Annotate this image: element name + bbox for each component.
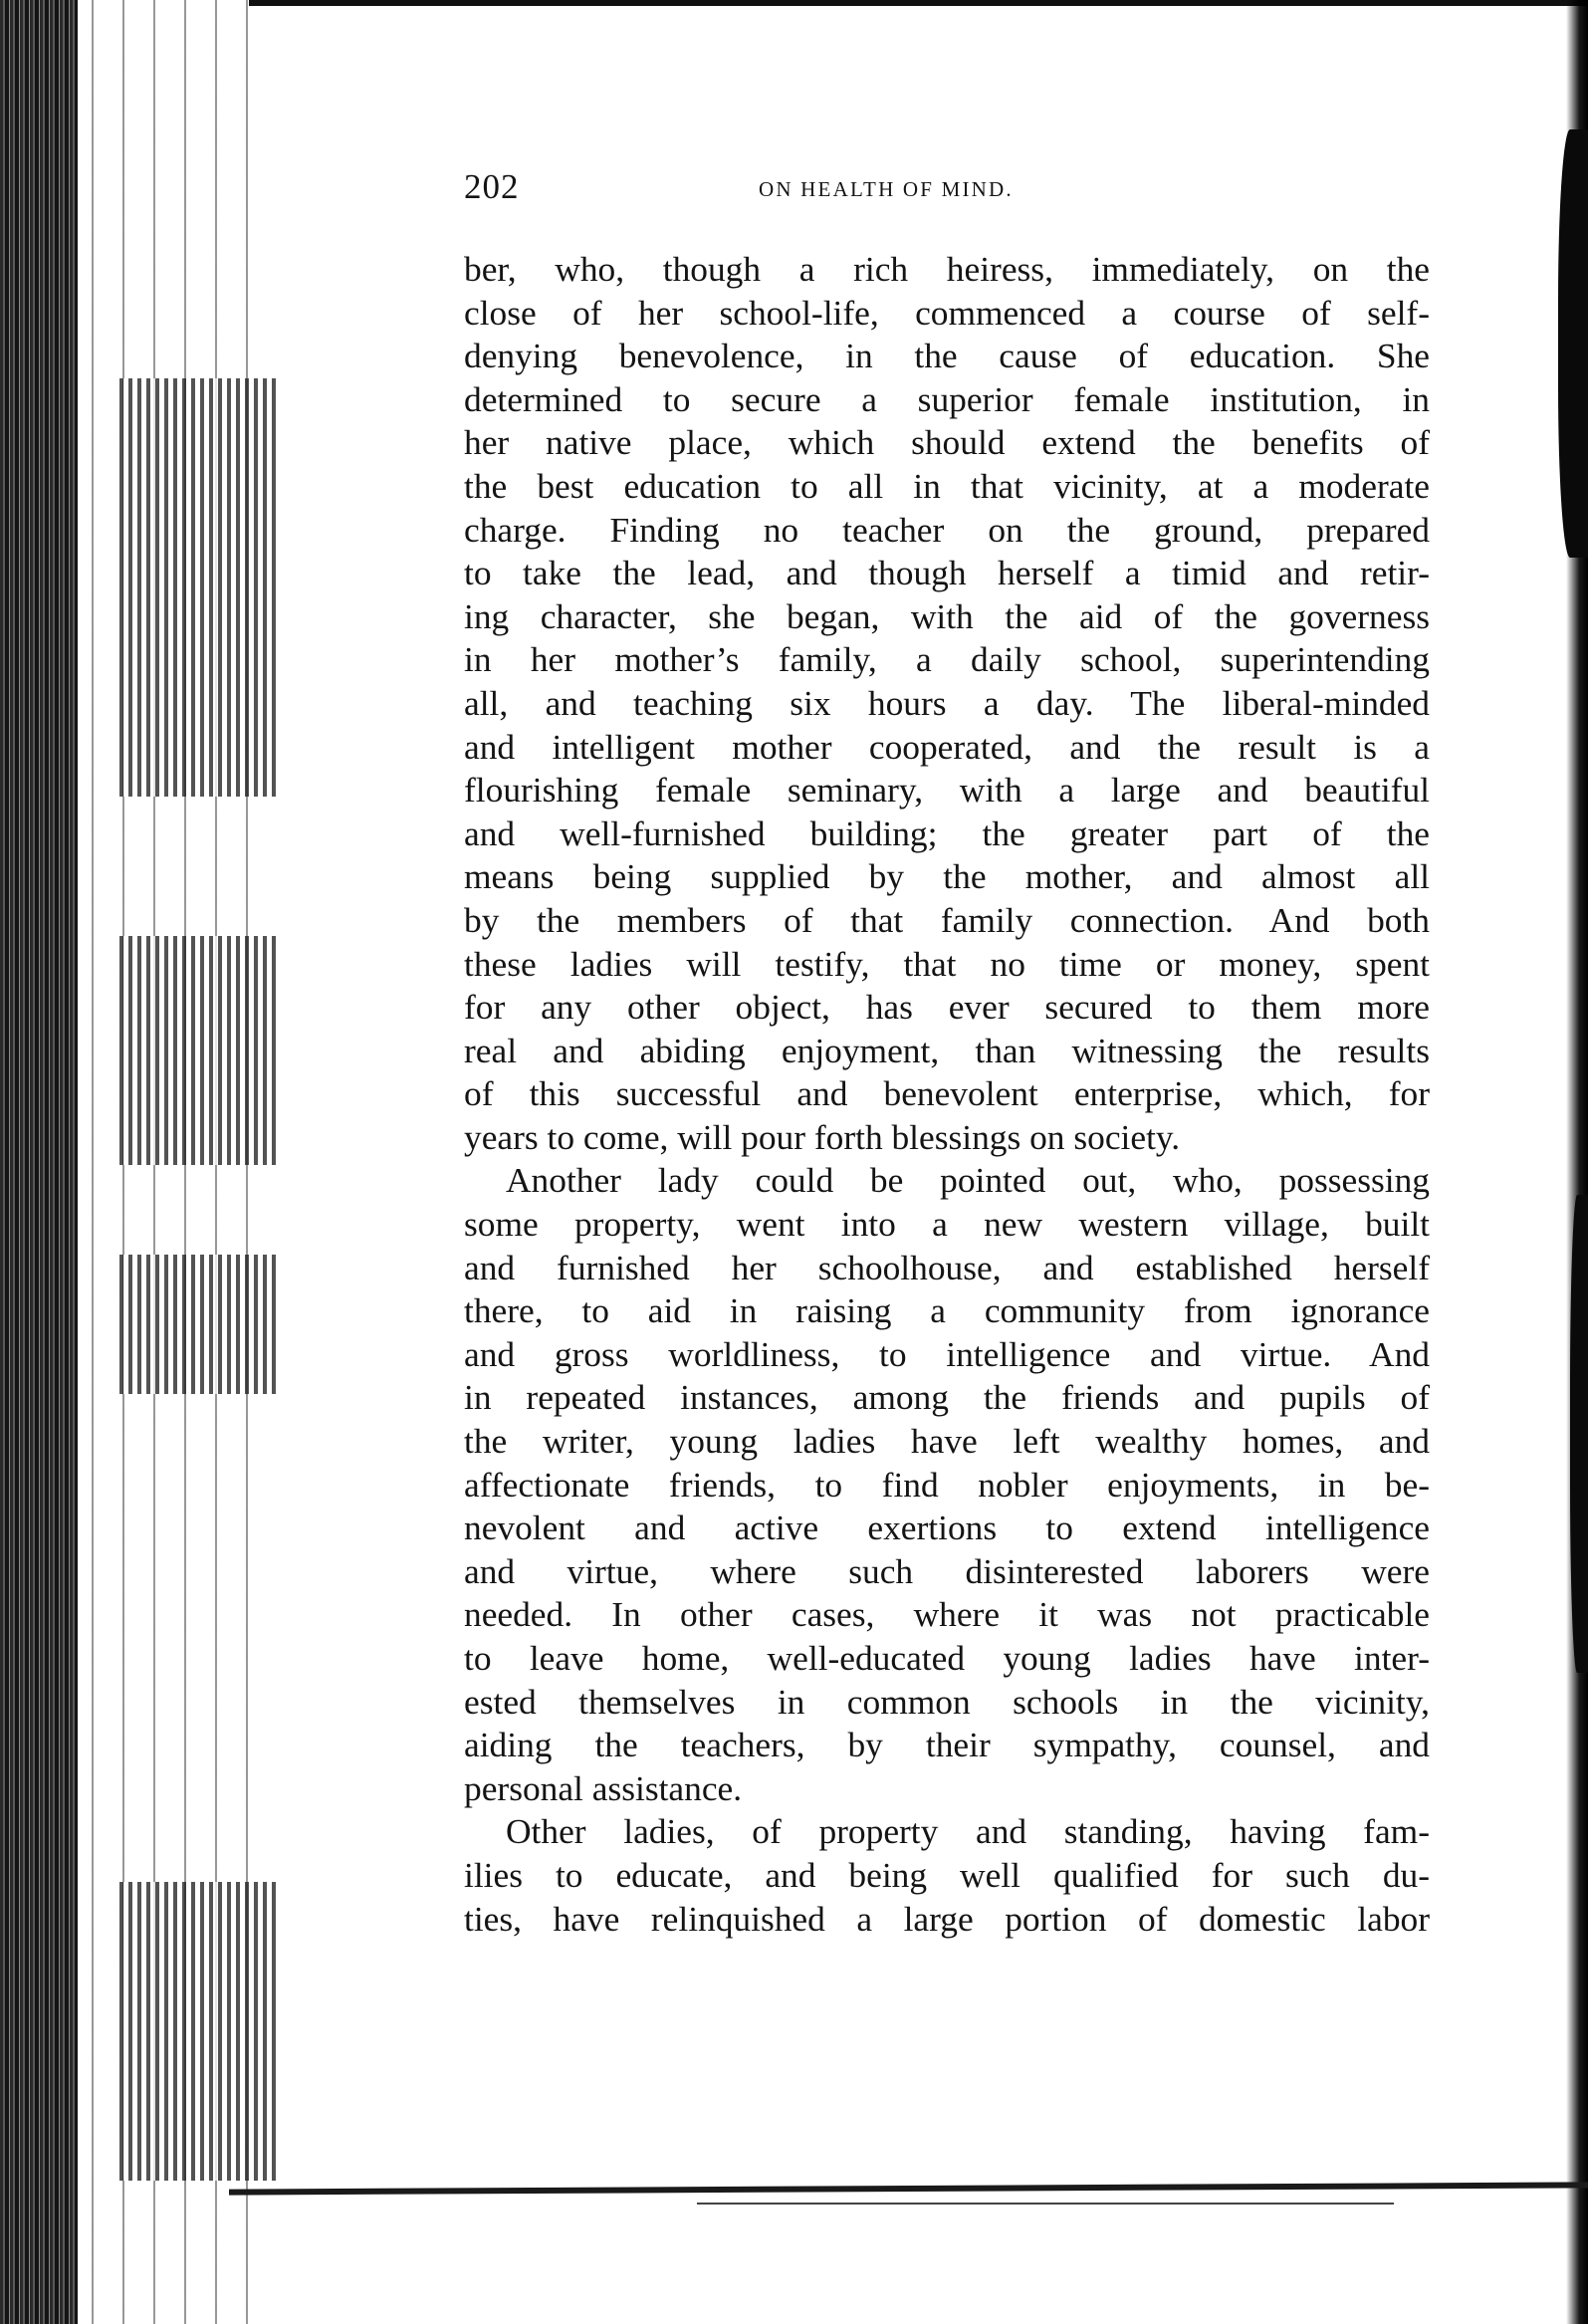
paragraph [464,248,1430,1159]
text-line: in repeated instances, among the friends and pupils of [464,1377,1430,1418]
text-line: close of her school-life, commenced a course of self- [464,292,1430,333]
text-line: there, to aid in raising a community from ignorance [464,1290,1430,1331]
paragraph [464,1159,1430,1810]
text-line: determined to secure a superior female institution, in [464,378,1430,419]
top-page-edge [249,0,1588,6]
text-line: real and abiding enjoyment, than witnessing the results [464,1030,1430,1070]
page-edge-band [119,1255,279,1394]
text-line: of this successful and benevolent enterprise, which, for [464,1073,1430,1114]
text-line: means being supplied by the mother, and almost all [464,856,1430,897]
book-binding-edge [0,0,299,2324]
text-line: personal assistance. [464,1767,743,1808]
text-line: her native place, which should extend the benefits of [464,422,1430,463]
page-number: 202 [464,167,520,206]
text-line: Another lady could be pointed out, who, possessing [506,1160,1430,1201]
text-line: ties, have relinquished a large portion of domestic labor [464,1898,1430,1939]
text-line: ested themselves in common schools in the vicinity, [464,1681,1430,1722]
page-edge-band [119,936,279,1165]
text-line: and virtue, where such disinterested laborers were [464,1550,1430,1591]
text-line: flourishing female seminary, with a large and beautiful [464,770,1430,811]
page-header [464,167,1430,217]
text-line: all, and teaching six hours a day. The liberal-minded [464,682,1430,723]
page-body [464,248,1430,1941]
text-line: nevolent and active exertions to extend intelligence [464,1508,1430,1548]
edge-smudge [1570,1195,1588,1673]
text-line: some property, went into a new western village, built [464,1204,1430,1245]
text-line: ilies to educate, and being well qualified for such du- [464,1854,1430,1895]
text-line: and well-furnished building; the greater part of the [464,813,1430,853]
binding-shadow [0,0,78,2324]
text-line: these ladies will testify, that no time or money, spent [464,943,1430,984]
text-line: ing character, she began, with the aid of the governess [464,595,1430,636]
paragraph [464,1810,1430,1941]
text-line: Other ladies, of property and standing, having fam- [506,1811,1430,1852]
text-line: aiding the teachers, by their sympathy, counsel, and [464,1725,1430,1765]
text-line: the writer, young ladies have left wealthy homes, and [464,1421,1430,1462]
page-edge-band [119,1882,279,2181]
text-line: in her mother’s family, a daily school, superintending [464,639,1430,680]
text-line: affectionate friends, to find nobler enjoyments, in be- [464,1464,1430,1505]
running-head: ON HEALTH OF MIND. [759,177,1014,201]
text-line: to leave home, well-educated young ladies have inter- [464,1638,1430,1678]
text-line: for any other object, has ever secured to them more [464,987,1430,1028]
text-line: and furnished her schoolhouse, and established herself [464,1247,1430,1287]
text-line: charge. Finding no teacher on the ground, prepared [464,509,1430,550]
bottom-rule [697,2203,1394,2205]
text-line: and gross worldliness, to intelligence and virtue. And [464,1333,1430,1374]
text-line: ber, who, though a rich heiress, immediately, on the [464,249,1430,289]
page-edge-band [119,378,279,797]
text-line: by the members of that family connection. And both [464,899,1430,940]
edge-smudge [1558,129,1588,558]
bottom-page-edge [229,2182,1588,2195]
text-line: to take the lead, and though herself a timid and retir- [464,553,1430,593]
text-line: the best education to all in that vicinity, at a moderate [464,465,1430,506]
text-line: years to come, will pour forth blessings on society. [464,1116,1181,1157]
text-line: needed. In other cases, where it was not practicable [464,1594,1430,1635]
text-line: and intelligent mother cooperated, and the result is a [464,726,1430,767]
text-line: denying benevolence, in the cause of education. She [464,336,1430,376]
